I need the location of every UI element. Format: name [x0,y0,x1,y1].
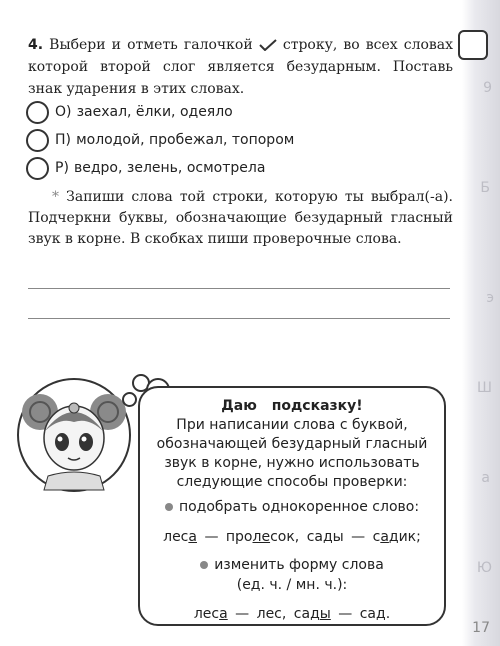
option-letter: О) [55,104,72,120]
hint-example-1 [140,524,444,550]
option-words: заехал, ёлки, одеяло [76,104,233,120]
margin-letter: Б [480,180,490,196]
margin-letter: а [481,470,490,486]
vowel-letter: а [219,606,228,622]
option-words: молодой, пробежал, топором [76,132,295,148]
option-o[interactable] [26,98,294,126]
word-part: лес [193,606,220,622]
ending-letter: ы [319,606,331,622]
answer-line[interactable] [28,288,450,289]
margin-letter: 9 [483,80,492,96]
bullet-icon [200,561,208,569]
task-text-part2: строку, во всех словах которой второй слог является безударным. Поставь знак ударения в этих словах. [28,37,454,97]
task-number: 4. [28,37,44,53]
hint-method-1 [140,496,444,518]
page-margin-strip [462,0,500,646]
hint-line: следующие способы проверки: [176,474,408,490]
hint-box [138,386,446,626]
option-words: ведро, зелень, осмотрела [74,160,266,176]
option-letter: П) [55,132,71,148]
hint-method-2-note: (ед. ч. / мн. ч.): [236,577,348,593]
word-part: с [372,529,381,545]
hint-title: Даю подсказку! [221,398,363,414]
hint-line: обозначающей безударный гласный [156,436,428,452]
vowel-letter: а [188,529,197,545]
page-number: 17 [472,620,490,636]
hint-example-2 [140,601,444,627]
margin-letter: э [486,290,494,306]
answer-line[interactable] [28,318,450,319]
method-text: изменить форму слова [214,557,384,573]
word-part: сад [293,606,320,622]
option-letter: Р) [55,160,69,176]
word: сады [306,529,344,545]
word: сад. [359,606,391,622]
word-part: сок, [270,529,300,545]
checkmark-icon [259,39,277,51]
thought-bubble [122,392,137,407]
option-p-radio[interactable] [26,129,49,152]
task-text-part1: Выбери и отметь галочкой [49,37,253,53]
bullet-icon [165,503,173,511]
star-marker: * [52,189,59,205]
hint-line: звук в корне, нужно использовать [164,455,420,471]
vowel-letter: а [380,529,389,545]
subtask-instruction [28,187,453,250]
dash: — [204,529,219,545]
answer-options [26,98,294,182]
dash: — [235,606,250,622]
word-part: лес [163,529,189,545]
subtask-text: Запиши слова той строки, которую ты выбрал(-а). Подчеркни буквы, обозначающие безударный гласный звук в корне. В скобках пиши проверочные слова. [28,189,454,247]
word: лес, [256,606,287,622]
option-o-radio[interactable] [26,101,49,124]
task-checkbox[interactable] [458,30,488,60]
hint-method-2 [140,554,444,576]
root-letters: ле [252,529,271,545]
task-instruction [28,34,453,100]
option-r[interactable] [26,154,294,182]
option-r-radio[interactable] [26,157,49,180]
margin-letter: Ю [476,560,492,576]
girl-illustration [14,372,134,498]
hint-line: При написании слова с буквой, [176,417,408,433]
method-text: подобрать однокоренное слово: [178,499,420,515]
word-part: про [225,529,253,545]
option-p[interactable] [26,126,294,154]
word-part: дик; [388,529,421,545]
margin-letter: Ш [477,380,492,396]
dash: — [338,606,353,622]
dash: — [351,529,366,545]
